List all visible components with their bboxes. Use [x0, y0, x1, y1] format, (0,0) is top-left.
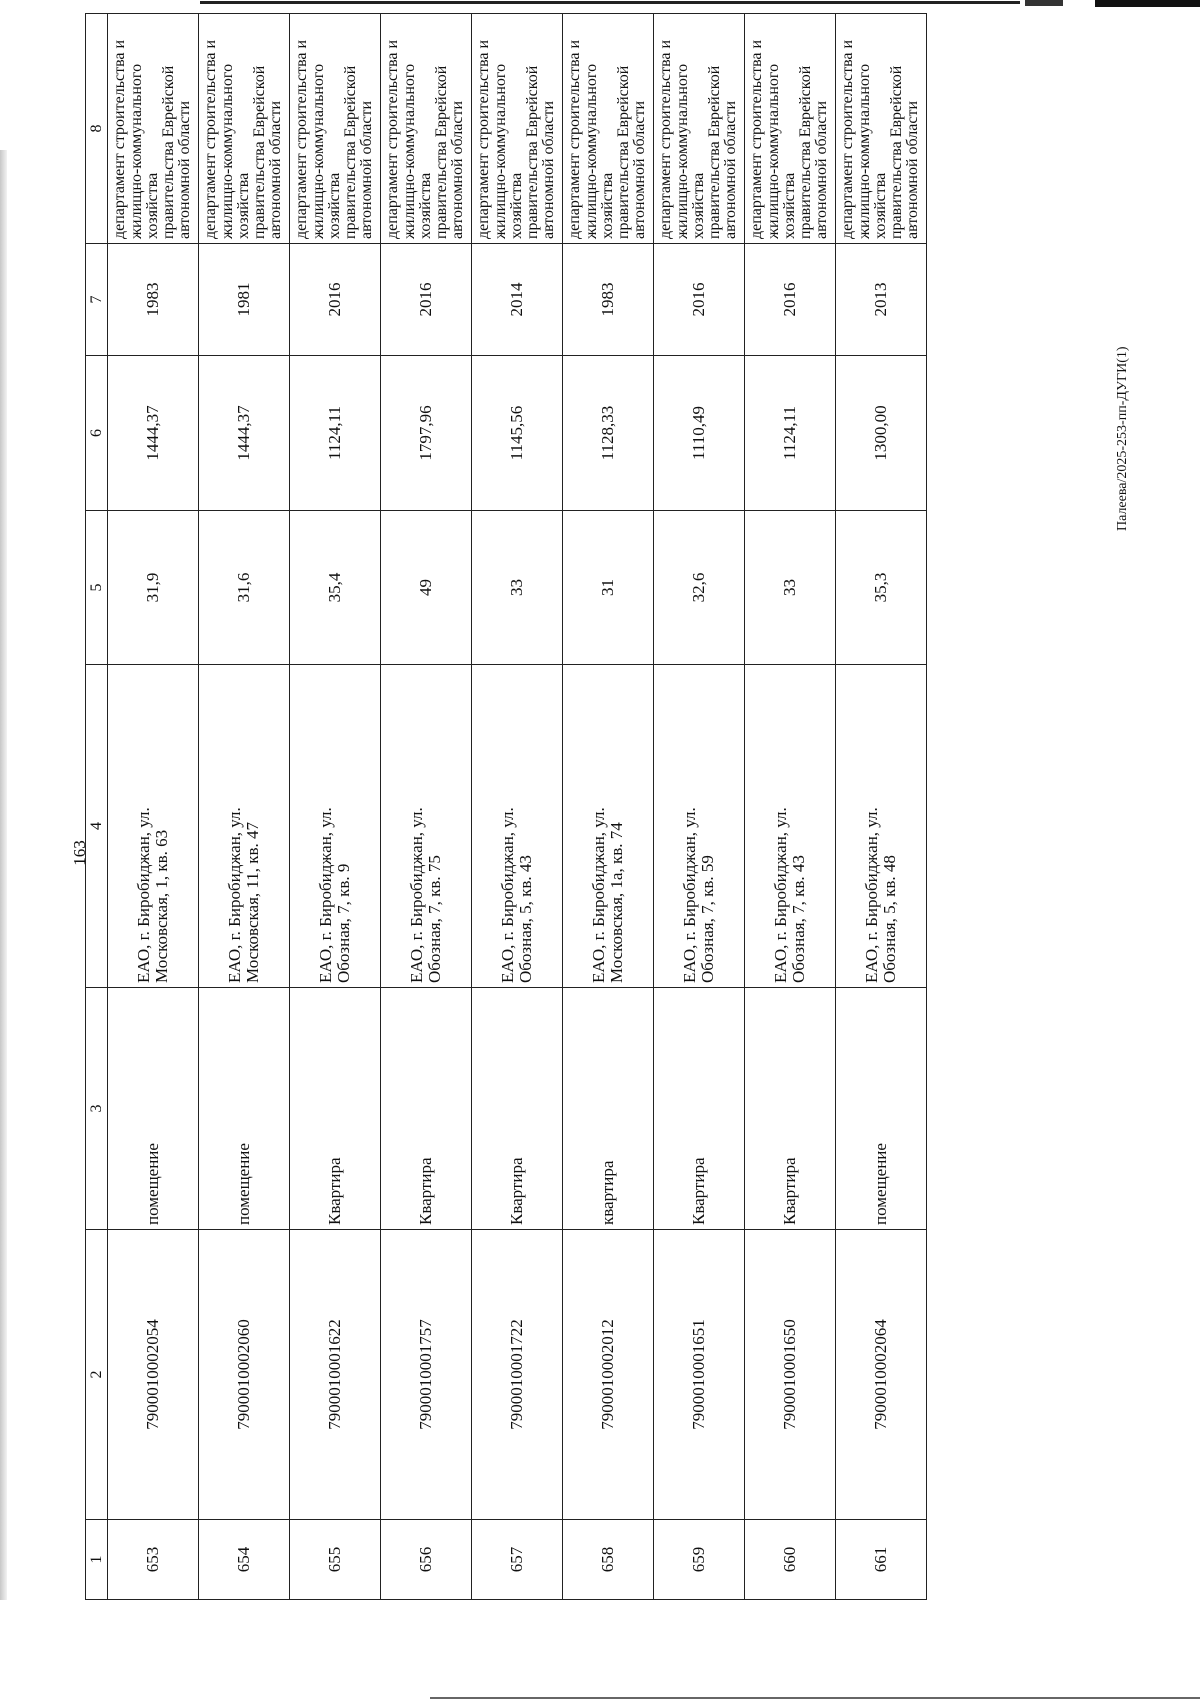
owner-cell	[563, 14, 654, 244]
owner-line: автономной области	[358, 100, 376, 239]
column-number: 6	[86, 356, 108, 511]
year-value: 1981	[199, 244, 290, 356]
owner-line: автономной области	[904, 100, 922, 239]
area-value: 31,6	[199, 511, 290, 665]
address-line: Обозная, 7, кв. 9	[334, 863, 353, 983]
owner-line: правительства Еврейской	[615, 65, 633, 239]
area-value: 33	[472, 511, 563, 665]
owner-line: жилищно-коммунального хозяйства	[582, 63, 616, 239]
column-number: 3	[86, 988, 108, 1230]
registry-table	[85, 13, 927, 1600]
owner-line: жилищно-коммунального хозяйства	[855, 63, 889, 239]
address-line: ЕАО, г. Биробиджан, ул.	[225, 807, 245, 983]
year-value: 2016	[745, 244, 836, 356]
price-value: 1444,37	[108, 356, 199, 511]
owner-cell	[836, 14, 927, 244]
owner-line: жилищно-коммунального хозяйства	[218, 63, 252, 239]
year-value: 1983	[108, 244, 199, 356]
address-line: Московская, 1а, кв. 74	[607, 822, 626, 983]
owner-cell	[199, 14, 290, 244]
address-line: ЕАО, г. Биробиджан, ул.	[771, 807, 791, 983]
address-cell	[836, 665, 927, 988]
table-row	[745, 14, 836, 1600]
area-value: 35,3	[836, 511, 927, 665]
address-cell	[745, 665, 836, 988]
price-value: 1124,11	[745, 356, 836, 511]
owner-line: жилищно-коммунального хозяйства	[491, 63, 525, 239]
owner-line: автономной области	[267, 100, 285, 239]
year-value: 2016	[381, 244, 472, 356]
address-line: ЕАО, г. Биробиджан, ул.	[134, 807, 154, 983]
table-row	[381, 14, 472, 1600]
area-value: 31	[563, 511, 654, 665]
address-line: ЕАО, г. Биробиджан, ул.	[680, 807, 700, 983]
owner-line: департамент строительства и	[293, 39, 311, 239]
address-line: Обозная, 7, кв. 43	[789, 855, 808, 983]
address-line: Обозная, 7, кв. 75	[425, 855, 444, 983]
owner-cell	[745, 14, 836, 244]
owner-cell	[290, 14, 381, 244]
price-value: 1124,11	[290, 356, 381, 511]
price-value: 1444,37	[199, 356, 290, 511]
address-line: Обозная, 7, кв. 59	[698, 855, 717, 983]
owner-line: правительства Еврейской	[797, 65, 815, 239]
column-number: 7	[86, 244, 108, 356]
owner-cell	[472, 14, 563, 244]
row-number: 656	[381, 1520, 472, 1600]
row-number: 659	[654, 1520, 745, 1600]
column-number: 5	[86, 511, 108, 665]
column-numbers-row	[86, 14, 108, 1600]
year-value: 2016	[654, 244, 745, 356]
row-number: 660	[745, 1520, 836, 1600]
table-row	[199, 14, 290, 1600]
property-type: Квартира	[472, 988, 563, 1230]
cadastral-number: 7900010002064	[836, 1230, 927, 1520]
property-type: Квартира	[381, 988, 472, 1230]
year-value: 2016	[290, 244, 381, 356]
owner-line: автономной области	[813, 100, 831, 239]
owner-line: правительства Еврейской	[251, 65, 269, 239]
owner-cell	[654, 14, 745, 244]
owner-cell	[381, 14, 472, 244]
owner-line: жилищно-коммунального хозяйства	[764, 63, 798, 239]
owner-line: департамент строительства и	[839, 39, 857, 239]
cadastral-number: 7900010002054	[108, 1230, 199, 1520]
address-line: Московская, 11, кв. 47	[243, 821, 262, 983]
owner-line: правительства Еврейской	[433, 65, 451, 239]
property-type: квартира	[563, 988, 654, 1230]
table-row	[290, 14, 381, 1600]
owner-line: автономной области	[631, 100, 649, 239]
owner-line: департамент строительства и	[111, 39, 129, 239]
owner-line: правительства Еврейской	[160, 65, 178, 239]
cadastral-number: 7900010001722	[472, 1230, 563, 1520]
owner-line: департамент строительства и	[475, 39, 493, 239]
property-type: помещение	[836, 988, 927, 1230]
owner-line: департамент строительства и	[566, 39, 584, 239]
owner-line: автономной области	[722, 100, 740, 239]
row-number: 661	[836, 1520, 927, 1600]
year-value: 2014	[472, 244, 563, 356]
address-line: Московская, 1, кв. 63	[152, 829, 171, 983]
table-row	[108, 14, 199, 1600]
row-number: 655	[290, 1520, 381, 1600]
owner-line: департамент строительства и	[657, 39, 675, 239]
address-cell	[563, 665, 654, 988]
owner-line: автономной области	[540, 100, 558, 239]
price-value: 1300,00	[836, 356, 927, 511]
owner-line: правительства Еврейской	[342, 65, 360, 239]
row-number: 657	[472, 1520, 563, 1600]
table-row	[836, 14, 927, 1600]
owner-line: правительства Еврейской	[524, 65, 542, 239]
price-value: 1145,56	[472, 356, 563, 511]
property-type: Квартира	[654, 988, 745, 1230]
address-cell	[472, 665, 563, 988]
owner-line: жилищно-коммунального хозяйства	[673, 63, 707, 239]
owner-line: автономной области	[176, 100, 194, 239]
price-value: 1128,33	[563, 356, 654, 511]
owner-line: автономной области	[449, 100, 467, 239]
address-line: ЕАО, г. Биробиджан, ул.	[498, 807, 518, 983]
cadastral-number: 7900010001622	[290, 1230, 381, 1520]
cadastral-number: 7900010001757	[381, 1230, 472, 1520]
cadastral-number: 7900010002012	[563, 1230, 654, 1520]
property-type: помещение	[108, 988, 199, 1230]
owner-line: жилищно-коммунального хозяйства	[127, 63, 161, 239]
column-number: 2	[86, 1230, 108, 1520]
cadastral-number: 7900010001650	[745, 1230, 836, 1520]
cadastral-number: 7900010001651	[654, 1230, 745, 1520]
page-number: 163	[70, 840, 89, 866]
owner-line: департамент строительства и	[202, 39, 220, 239]
column-number: 8	[86, 14, 108, 244]
address-line: ЕАО, г. Биробиджан, ул.	[407, 807, 427, 983]
price-value: 1110,49	[654, 356, 745, 511]
price-value: 1797,96	[381, 356, 472, 511]
owner-line: жилищно-коммунального хозяйства	[309, 63, 343, 239]
year-value: 2013	[836, 244, 927, 356]
address-line: Обозная, 5, кв. 43	[516, 855, 535, 983]
address-line: Обозная, 5, кв. 48	[880, 855, 899, 983]
column-number: 4	[86, 665, 108, 988]
area-value: 31,9	[108, 511, 199, 665]
table-row	[563, 14, 654, 1600]
address-cell	[654, 665, 745, 988]
address-cell	[290, 665, 381, 988]
address-cell	[381, 665, 472, 988]
owner-line: департамент строительства и	[748, 39, 766, 239]
address-cell	[108, 665, 199, 988]
address-line: ЕАО, г. Биробиджан, ул.	[862, 807, 882, 983]
table-row	[654, 14, 745, 1600]
address-line: ЕАО, г. Биробиджан, ул.	[589, 807, 609, 983]
area-value: 35,4	[290, 511, 381, 665]
area-value: 49	[381, 511, 472, 665]
year-value: 1983	[563, 244, 654, 356]
row-number: 654	[199, 1520, 290, 1600]
area-value: 33	[745, 511, 836, 665]
owner-line: правительства Еврейской	[706, 65, 724, 239]
owner-line: жилищно-коммунального хозяйства	[400, 63, 434, 239]
row-number: 653	[108, 1520, 199, 1600]
document-footer: Палеева/2025-253-пп-ДУГИ(1)	[1115, 346, 1130, 531]
address-line: ЕАО, г. Биробиджан, ул.	[316, 807, 336, 983]
column-number: 1	[86, 1520, 108, 1600]
owner-line: департамент строительства и	[384, 39, 402, 239]
owner-line: правительства Еврейской	[888, 65, 906, 239]
property-type: Квартира	[745, 988, 836, 1230]
cadastral-number: 7900010002060	[199, 1230, 290, 1520]
property-type: помещение	[199, 988, 290, 1230]
row-number: 658	[563, 1520, 654, 1600]
area-value: 32,6	[654, 511, 745, 665]
address-cell	[199, 665, 290, 988]
property-type: Квартира	[290, 988, 381, 1230]
owner-cell	[108, 14, 199, 244]
table-row	[472, 14, 563, 1600]
